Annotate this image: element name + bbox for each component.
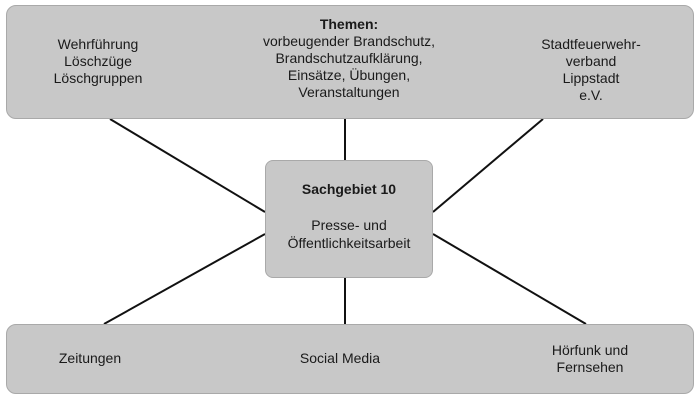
center-node <box>265 160 433 278</box>
top-middle-title: Themen: <box>319 16 379 32</box>
top-left-line-1: Wehrführung <box>57 36 139 52</box>
top-right-line-2: verband Lippstadt <box>562 53 620 86</box>
top-left-node <box>54 36 143 87</box>
connector-top-right <box>433 119 543 212</box>
center-node-description <box>266 216 432 252</box>
bottom-middle-node <box>300 350 380 367</box>
top-left-line-2: Löschzüge <box>64 53 132 69</box>
bottom-right-line-2: Fernsehen <box>556 359 624 375</box>
connector-bottom-right <box>433 234 586 324</box>
bottom-right-line-1: Hörfunk und <box>551 342 629 358</box>
center-node-line-2: Öffentlichkeitsarbeit <box>287 235 411 251</box>
center-node-title: Sachgebiet 10 <box>301 181 397 197</box>
top-middle-node <box>263 16 435 101</box>
connector-top-left <box>110 119 265 212</box>
bottom-right-node <box>552 342 628 376</box>
top-middle-line-4: Veranstaltungen <box>298 84 400 100</box>
top-left-line-3: Löschgruppen <box>53 70 143 86</box>
bottom-middle-label: Social Media <box>299 350 381 366</box>
top-middle-line-3: Einsätze, Übungen, <box>287 67 411 83</box>
top-right-line-3: e.V. <box>579 87 603 103</box>
top-middle-line-2: Brandschutzaufklärung, <box>275 50 423 66</box>
top-right-node <box>537 36 646 104</box>
top-middle-line-1: vorbeugender Brandschutz, <box>263 33 435 49</box>
center-node-line-1: Presse- und <box>311 217 387 233</box>
top-right-line-1: Stadtfeuerwehr- <box>541 36 641 52</box>
connector-bottom-left <box>104 234 265 324</box>
bottom-left-label: Zeitungen <box>58 350 122 366</box>
bottom-left-node <box>59 350 121 367</box>
